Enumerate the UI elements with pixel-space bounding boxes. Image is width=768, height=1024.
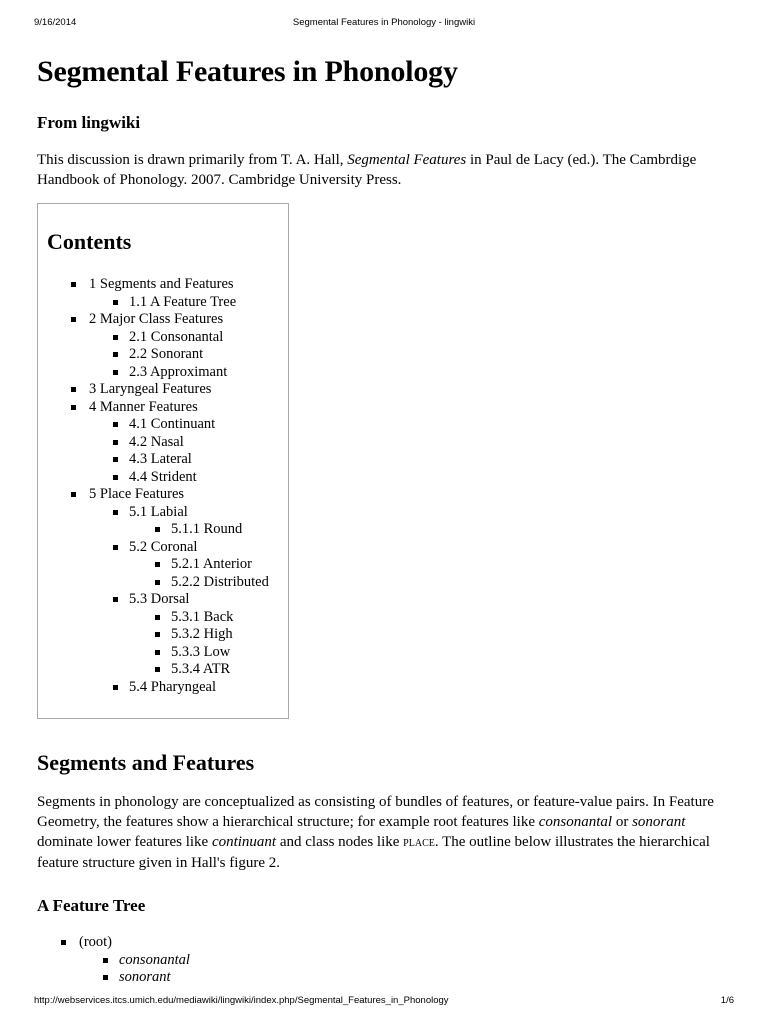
print-footer (34, 995, 734, 1009)
toc-item[interactable] (47, 626, 288, 644)
term-consonantal: consonantal (538, 814, 613, 830)
toc-item-label[interactable]: 5.2.2 Distributed (171, 573, 269, 590)
subsection-heading-feature-tree: A Feature Tree (37, 896, 146, 915)
toc-item[interactable] (47, 661, 288, 679)
toc-item[interactable] (47, 416, 288, 434)
toc-item[interactable] (47, 434, 288, 452)
toc-heading: Contents (47, 229, 132, 254)
segments-text-e: . The outline below illustrates the hierarchical feature structure given in Hall's figure 2. (37, 834, 710, 871)
toc-item[interactable] (47, 486, 288, 504)
toc-item[interactable] (47, 539, 288, 557)
segments-text-a: Segments in phonology are conceptualized as consisting of bundles of features, or feature-value pairs. In Feature Geometry, the features show a hierarchical structure; for example root features like (37, 794, 714, 830)
toc-item-label[interactable]: 2.2 Sonorant (129, 346, 204, 362)
toc-item-label[interactable]: 4 Manner Features (89, 398, 198, 415)
bullet-icon (155, 650, 160, 655)
toc-item-label[interactable]: 4.4 Strident (129, 468, 197, 485)
toc-item[interactable] (47, 679, 288, 697)
toc-item[interactable] (47, 504, 288, 522)
feature-tree-list (37, 934, 727, 987)
toc-item-label[interactable]: 5.3.1 Back (171, 608, 234, 625)
tree-node (37, 969, 727, 987)
toc-item-label[interactable]: 3 Laryngeal Features (89, 381, 212, 397)
toc-item-label[interactable]: 5.1.1 Round (171, 521, 243, 537)
bullet-icon (155, 615, 160, 620)
print-title: Segmental Features in Phonology - lingwiki (292, 17, 476, 28)
toc-item-label[interactable]: 5.3.4 ATR (171, 661, 231, 677)
term-continuant: continuant (211, 834, 277, 850)
bullet-icon (113, 300, 118, 305)
toc-item[interactable] (47, 521, 288, 539)
print-url: http://webservices.itcs.umich.edu/mediawiki/lingwiki/index.php/Segmental_Features_in_Phonology (34, 995, 449, 1006)
bullet-icon (155, 527, 160, 532)
intro-book-title: Segmental Features (347, 152, 467, 168)
intro-text-pre: This discussion is drawn primarily from T. A. Hall, (37, 152, 348, 168)
toc-item-label[interactable]: 1 Segments and Features (89, 276, 234, 292)
toc-item-label[interactable]: 1.1 A Feature Tree (129, 293, 237, 310)
bullet-icon (61, 940, 66, 945)
bullet-icon (113, 370, 118, 375)
segments-paragraph (37, 792, 727, 873)
toc-item[interactable] (47, 574, 288, 592)
toc-item[interactable] (47, 346, 288, 364)
bullet-icon (155, 667, 160, 672)
term-place: place (403, 835, 435, 850)
toc-item[interactable] (47, 556, 288, 574)
bullet-icon (71, 387, 76, 392)
bullet-icon (113, 475, 118, 480)
toc-item-label[interactable]: 5.3.3 Low (171, 643, 231, 660)
bullet-icon (103, 975, 108, 980)
intro-text-post: in Paul de Lacy (ed.). The Cambrdige Handbook of Phonology. 2007. Cambridge University Press. (37, 152, 697, 188)
bullet-icon (113, 597, 118, 602)
toc-item[interactable] (47, 364, 288, 382)
section-heading-segments: Segments and Features (37, 750, 255, 775)
tree-node-root (37, 934, 727, 952)
tree-node-label: sonorant (119, 969, 171, 985)
toc-item[interactable] (47, 311, 288, 329)
tree-node-label: (root) (79, 934, 113, 950)
bullet-icon (113, 352, 118, 357)
toc-item[interactable] (47, 591, 288, 609)
table-of-contents (37, 203, 289, 719)
bullet-icon (113, 457, 118, 462)
segments-text-b: or (612, 814, 633, 830)
toc-item[interactable] (47, 276, 288, 294)
toc-item[interactable] (47, 609, 288, 627)
bullet-icon (103, 958, 108, 963)
toc-item[interactable] (47, 381, 288, 399)
toc-item-label[interactable]: 5.3 Dorsal (129, 591, 190, 607)
toc-item-label[interactable]: 5.4 Pharyngeal (129, 678, 216, 695)
bullet-icon (71, 317, 76, 322)
toc-item-label[interactable]: 5 Place Features (89, 486, 185, 502)
site-subtitle: From lingwiki (37, 113, 141, 132)
toc-item-label[interactable]: 5.3.2 High (171, 626, 233, 642)
toc-item-label[interactable]: 5.2 Coronal (129, 538, 198, 555)
toc-item-label[interactable]: 4.2 Nasal (129, 433, 184, 450)
page-title: Segmental Features in Phonology (37, 55, 458, 88)
bullet-icon (155, 580, 160, 585)
article (37, 52, 727, 987)
print-date: 9/16/2014 (34, 17, 77, 28)
toc-item-label[interactable]: 5.2.1 Anterior (171, 556, 252, 572)
bullet-icon (113, 440, 118, 445)
segments-text-d: and class nodes like (276, 834, 404, 850)
toc-item[interactable] (47, 399, 288, 417)
toc-item-label[interactable]: 5.1 Labial (129, 503, 188, 520)
bullet-icon (155, 562, 160, 567)
toc-item[interactable] (47, 294, 288, 312)
bullet-icon (155, 632, 160, 637)
bullet-icon (71, 282, 76, 287)
segments-text-c: dominate lower features like (37, 834, 212, 850)
term-sonorant: sonorant (632, 814, 686, 830)
bullet-icon (113, 422, 118, 427)
bullet-icon (71, 492, 76, 497)
print-page-number: 1/6 (720, 995, 734, 1006)
toc-item-label[interactable]: 4.1 Continuant (129, 416, 216, 432)
toc-item[interactable] (47, 329, 288, 347)
bullet-icon (113, 545, 118, 550)
tree-node-label: consonantal (119, 951, 190, 968)
bullet-icon (113, 510, 118, 515)
toc-item-label[interactable]: 2 Major Class Features (89, 311, 224, 327)
toc-item-label[interactable]: 2.1 Consonantal (129, 328, 224, 345)
bullet-icon (71, 405, 76, 410)
toc-list (47, 276, 288, 696)
toc-item[interactable] (47, 451, 288, 469)
print-header (34, 17, 734, 31)
toc-item-label[interactable]: 4.3 Lateral (129, 451, 192, 467)
intro-paragraph (37, 150, 727, 190)
bullet-icon (113, 685, 118, 690)
toc-item[interactable] (47, 469, 288, 487)
toc-item-label[interactable]: 2.3 Approximant (129, 363, 228, 380)
toc-item[interactable] (47, 644, 288, 662)
bullet-icon (113, 335, 118, 340)
tree-node (37, 952, 727, 970)
